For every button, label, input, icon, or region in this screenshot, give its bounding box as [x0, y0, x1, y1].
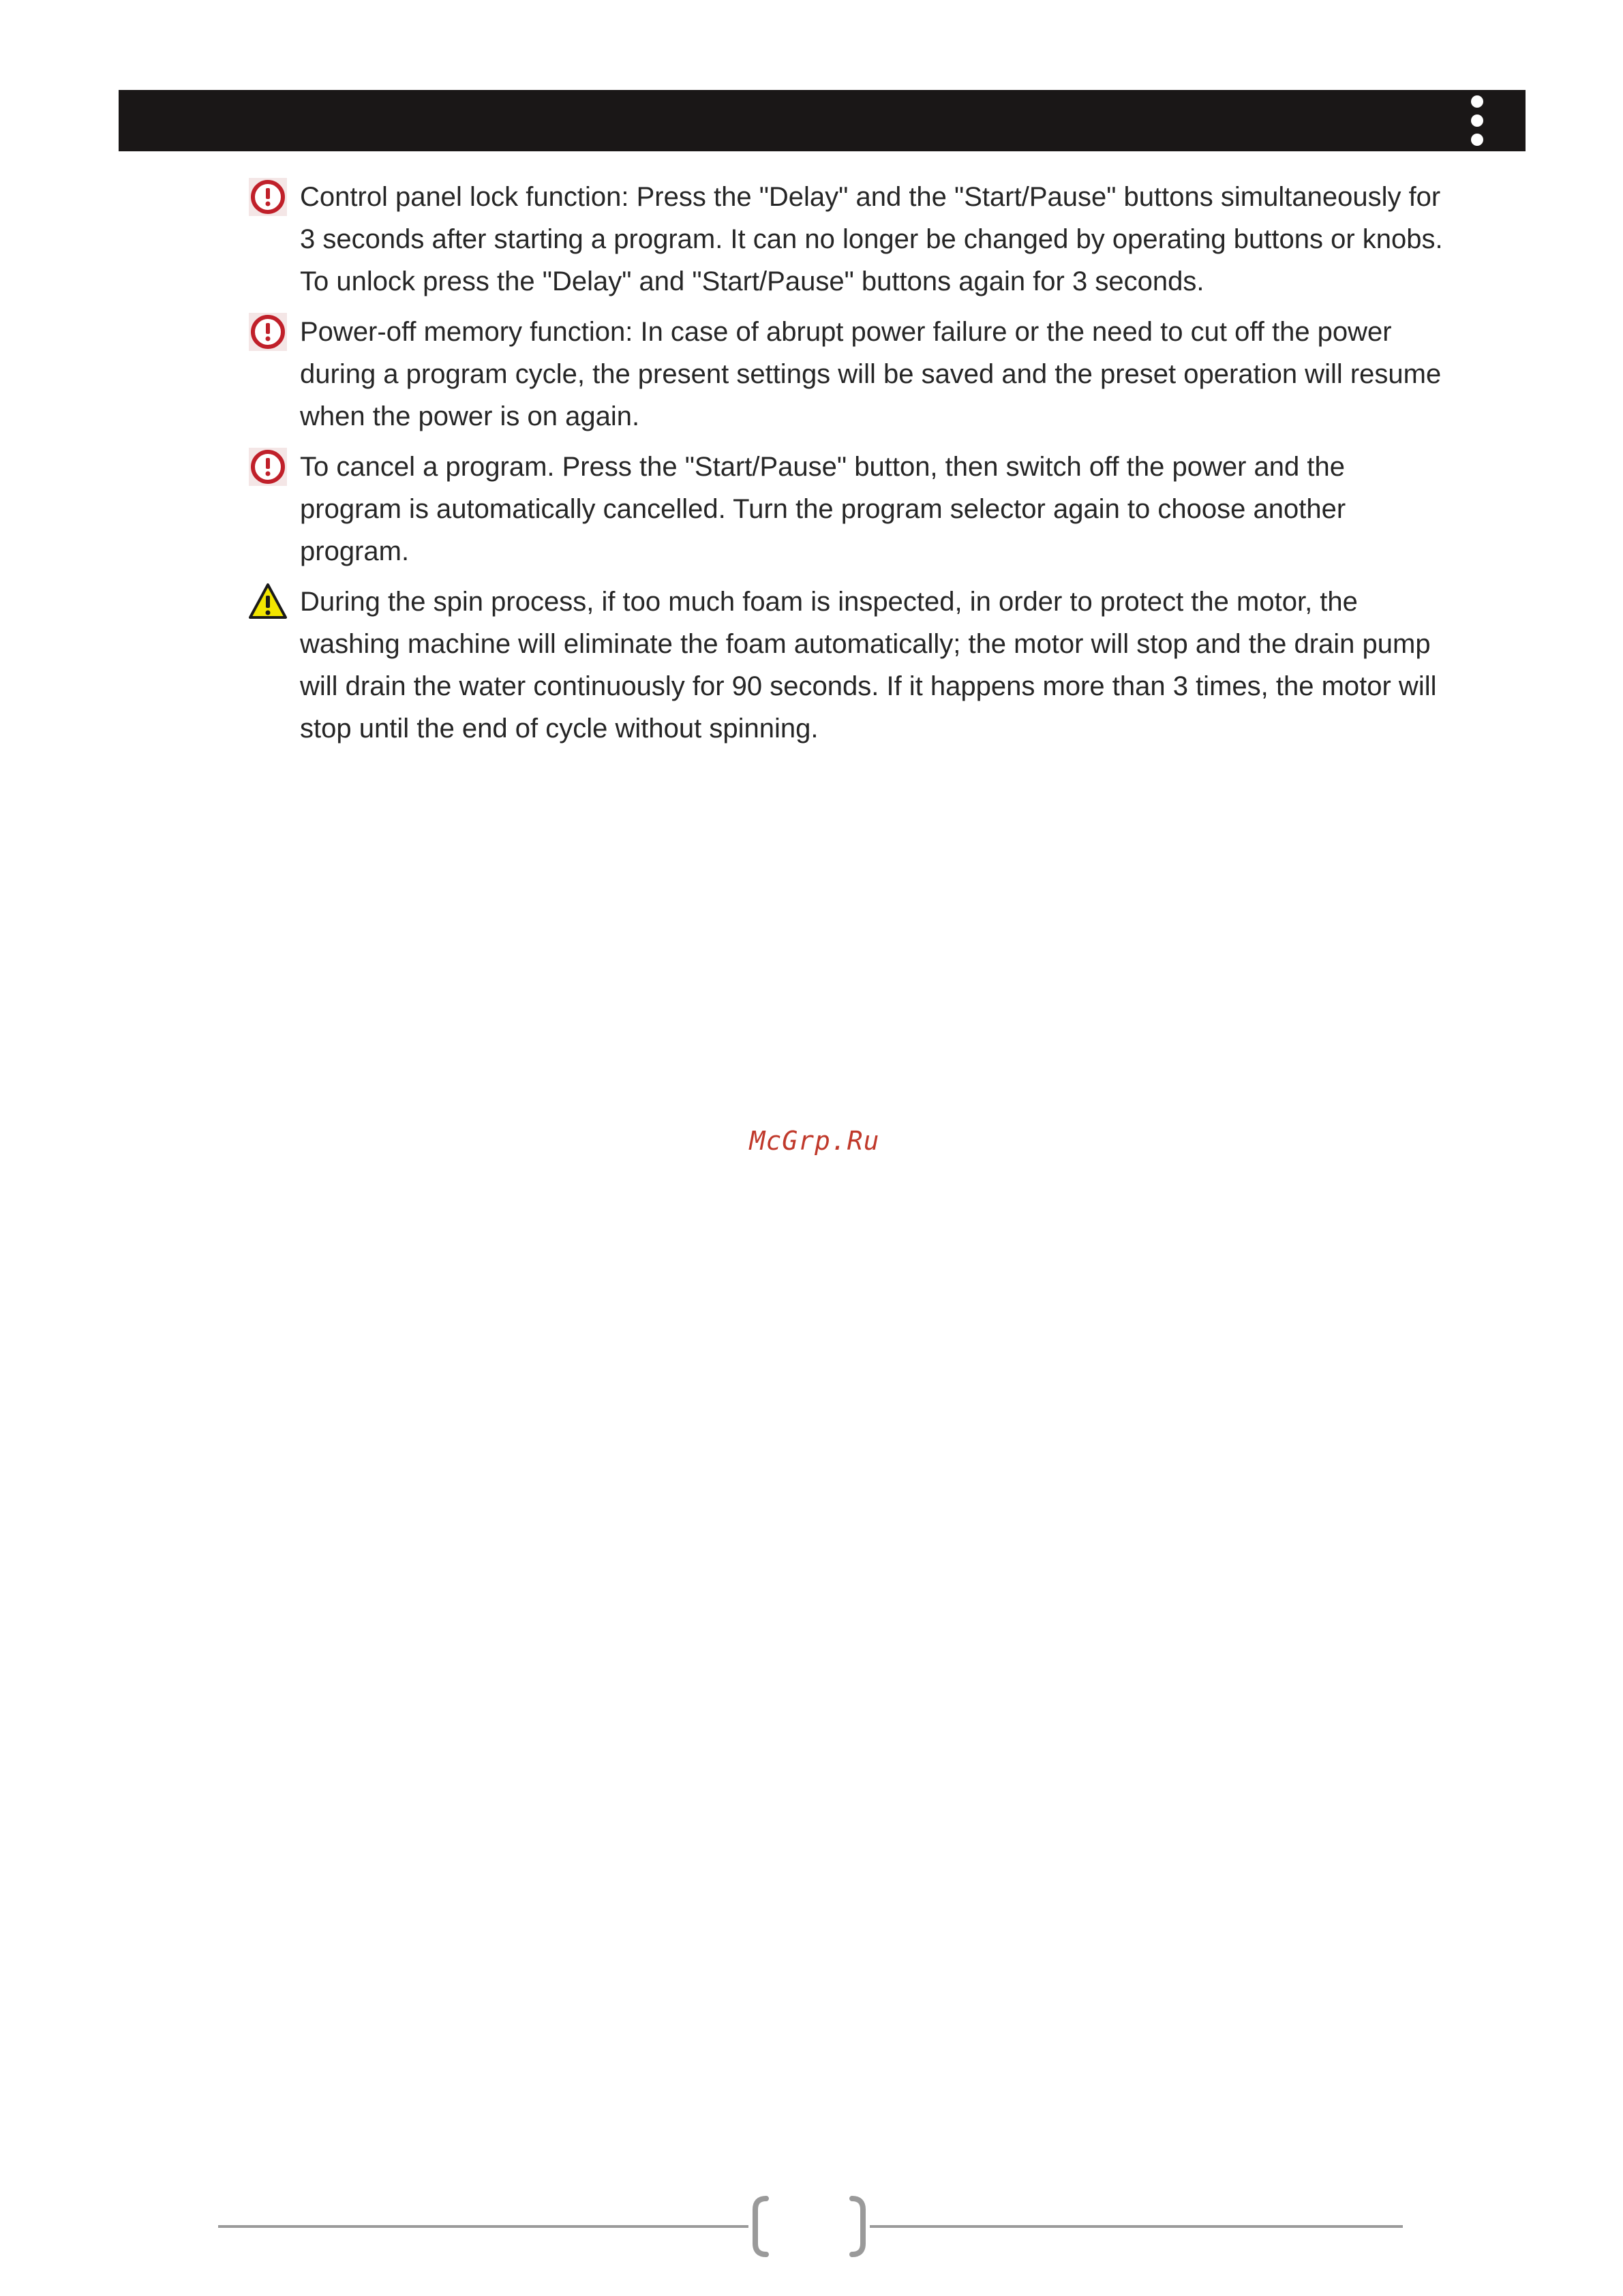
- watermark: McGrp.Ru: [749, 1126, 880, 1156]
- page-number: [758, 2205, 860, 2246]
- warning-triangle-icon: [248, 582, 288, 622]
- note-power-off-memory: [248, 311, 1448, 438]
- header-bar: [119, 90, 1526, 151]
- note-text: Control panel lock function: Press the "Delay" and the "Start/Pause" buttons simultaneously for 3 seconds after starting a program. It can no longer be changed by operating buttons or knobs. To unlock press the "Delay" and "Start/Pause" buttons again for 3 seconds.: [300, 182, 1443, 296]
- note-cancel-program: [248, 446, 1448, 572]
- caution-circle-icon: [248, 177, 288, 217]
- vertical-ellipsis-icon: [1467, 90, 1487, 151]
- note-text: During the spin process, if too much foam is inspected, in order to protect the motor, the washing machine will eliminate the foam automatically; the motor will stop and the drain pump will drain the water continuously for 90 seconds. If it happens more than 3 times, the motor will stop until the end of cycle without spinning.: [300, 587, 1437, 744]
- note-foam-protection: [248, 581, 1448, 750]
- footer-rule-right: [870, 2225, 1403, 2228]
- caution-circle-icon: [248, 312, 288, 352]
- notes-list: [248, 176, 1448, 758]
- note-text: Power-off memory function: In case of abrupt power failure or the need to cut off the power during a program cycle, the present settings will be saved and the preset operation will resume when the power is on again.: [300, 317, 1442, 431]
- footer-rule-left: [218, 2225, 748, 2228]
- note-control-panel-lock: [248, 176, 1448, 303]
- note-text: To cancel a program. Press the "Start/Pause" button, then switch off the power and the program is automatically cancelled. Turn the program selector again to choose another program.: [300, 452, 1346, 566]
- caution-circle-icon: [248, 447, 288, 487]
